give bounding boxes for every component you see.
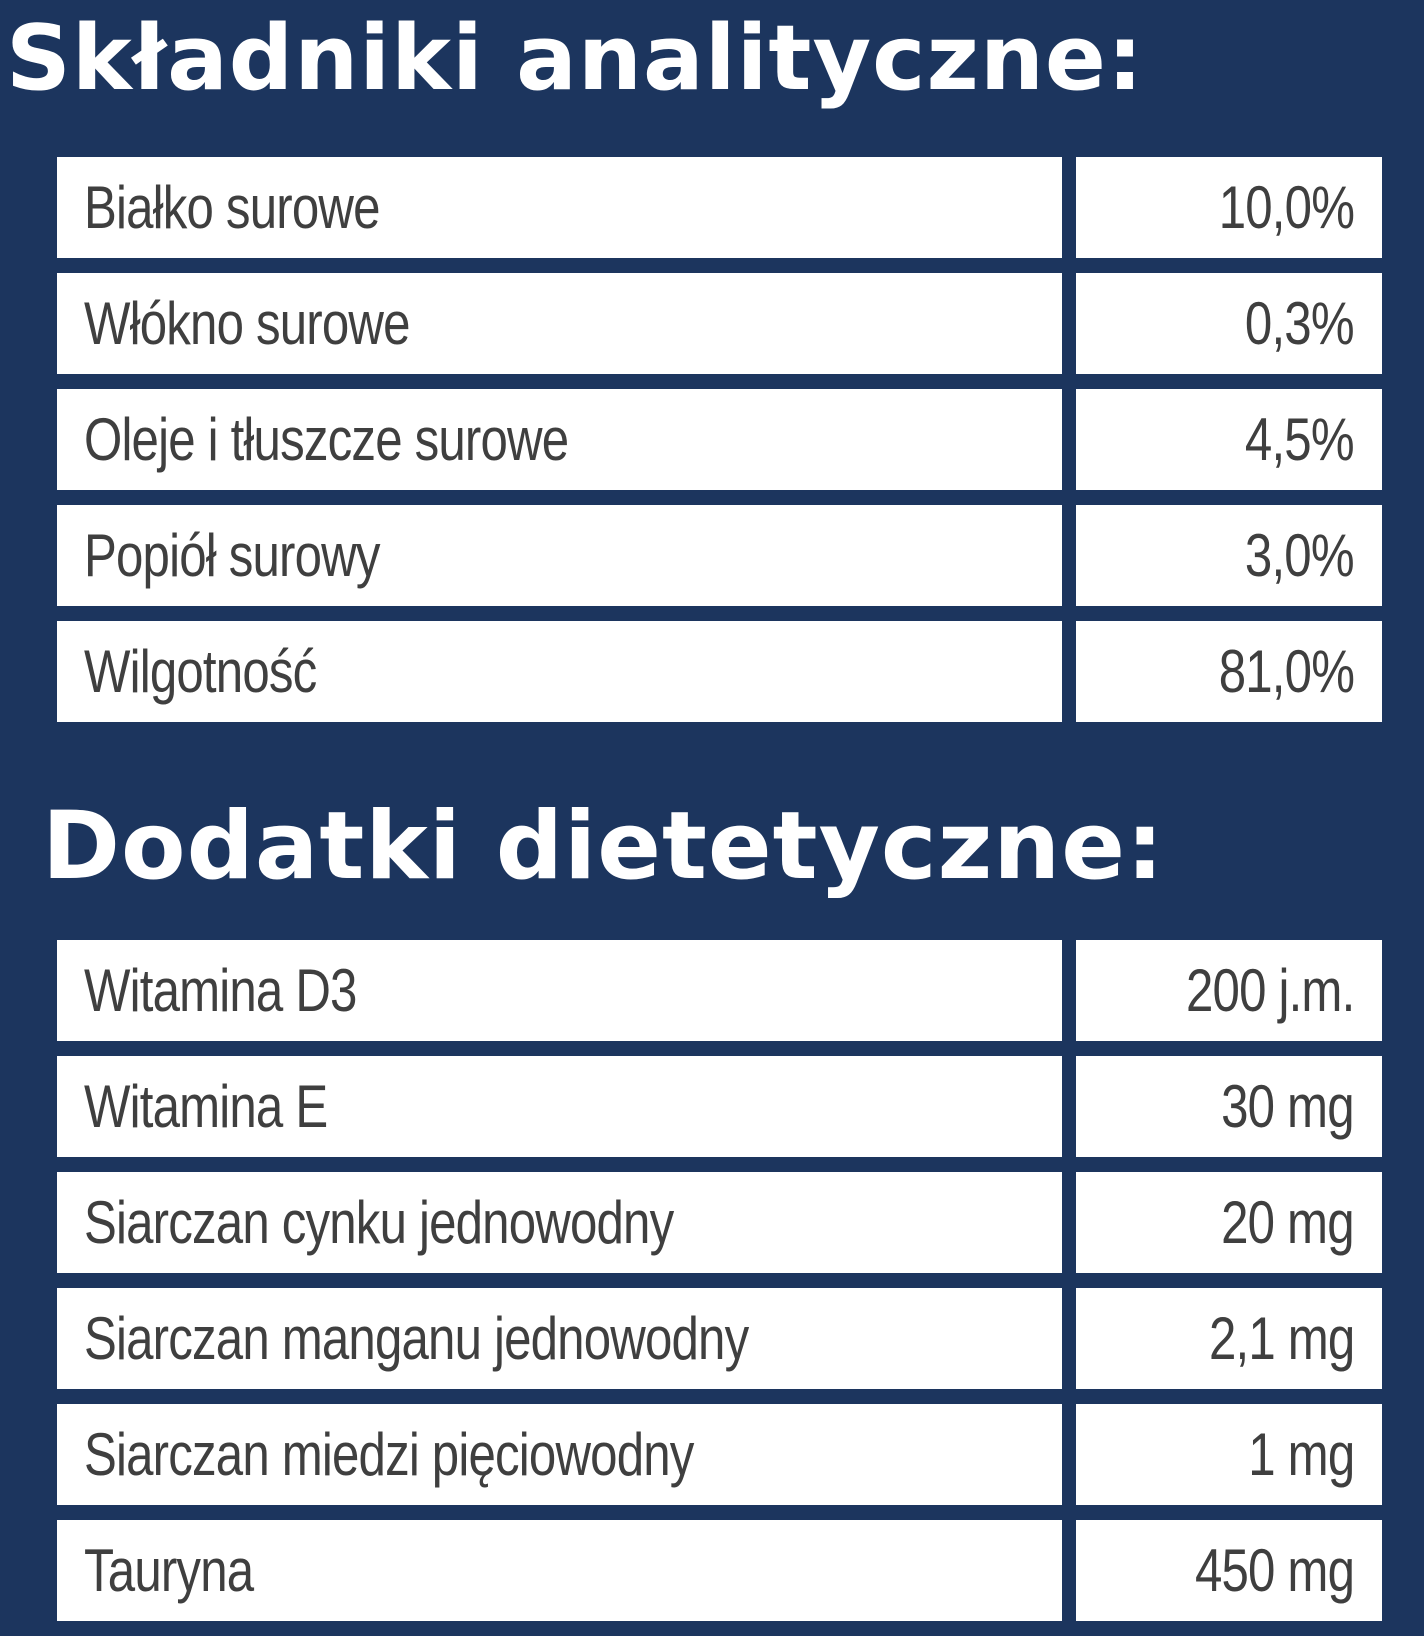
additive-name-cell [57,1172,1062,1273]
additive-name-cell [57,1056,1062,1157]
additive-name: Siarczan cynku jednowodny [84,1189,674,1256]
table-row [57,273,1382,374]
component-value-cell [1076,157,1382,258]
table-row [57,389,1382,490]
table-row [57,1520,1382,1621]
additive-value-cell [1076,1520,1382,1621]
component-value: 4,5% [1245,406,1354,473]
component-name-cell [57,389,1062,490]
table-row [57,1404,1382,1505]
component-value: 10,0% [1218,174,1354,241]
additive-value: 200 j.m. [1185,957,1354,1024]
component-name: Oleje i tłuszcze surowe [84,406,569,473]
additive-value-cell [1076,1172,1382,1273]
table-row [57,621,1382,722]
component-value-cell [1076,389,1382,490]
additive-value: 450 mg [1194,1537,1354,1604]
table-row [57,940,1382,1041]
component-value-cell [1076,621,1382,722]
additive-name: Siarczan manganu jednowodny [84,1305,749,1372]
additive-name-cell [57,1520,1062,1621]
table-row [57,1056,1382,1157]
additive-value: 1 mg [1247,1421,1354,1488]
additive-value: 20 mg [1221,1189,1354,1256]
additive-value-cell [1076,1056,1382,1157]
additive-name: Witamina E [84,1073,328,1140]
component-name-cell [57,157,1062,258]
analytical-components-table [57,157,1382,737]
component-name: Włókno surowe [84,290,410,357]
component-value: 0,3% [1245,290,1354,357]
additive-name-cell [57,940,1062,1041]
additive-name: Siarczan miedzi pięciowodny [84,1421,694,1488]
additive-name-cell [57,1288,1062,1389]
component-value-cell [1076,273,1382,374]
additive-name: Witamina D3 [84,957,357,1024]
additive-value-cell [1076,940,1382,1041]
component-value-cell [1076,505,1382,606]
component-value: 3,0% [1245,522,1354,589]
additive-value: 2,1 mg [1208,1305,1354,1372]
dietary-additives-table [57,940,1382,1636]
component-name: Białko surowe [84,174,380,241]
component-name-cell [57,273,1062,374]
additive-value-cell [1076,1288,1382,1389]
component-name-cell [57,505,1062,606]
analytical-components-heading: Składniki analityczne: [6,6,1144,111]
additive-name-cell [57,1404,1062,1505]
component-name: Wilgotność [84,638,317,705]
component-name-cell [57,621,1062,722]
component-name: Popiół surowy [84,522,380,589]
additive-value-cell [1076,1404,1382,1505]
table-row [57,1172,1382,1273]
table-row [57,1288,1382,1389]
additive-value: 30 mg [1221,1073,1354,1140]
component-value: 81,0% [1218,638,1354,705]
additive-name: Tauryna [84,1537,254,1604]
table-row [57,157,1382,258]
table-row [57,505,1382,606]
dietary-additives-heading: Dodatki dietetyczne: [42,792,1165,901]
